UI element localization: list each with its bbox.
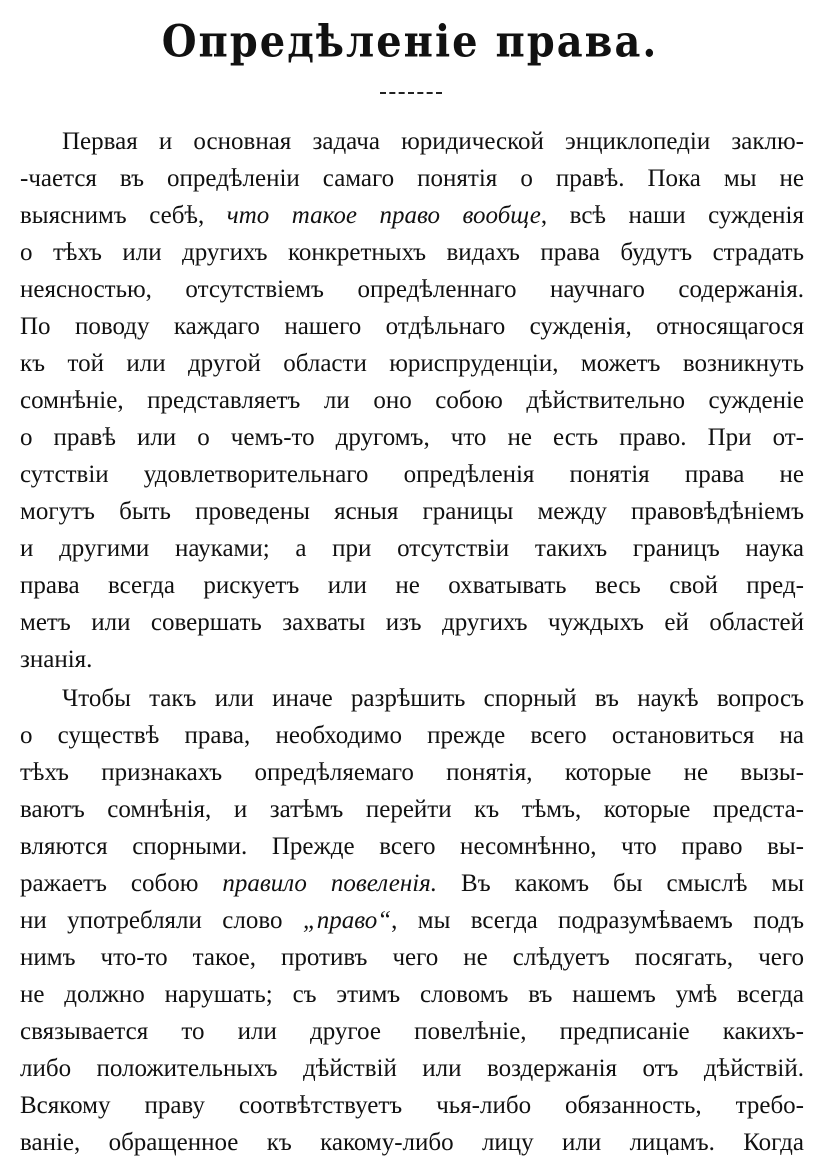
text-segment: выяснимъ себѣ, xyxy=(20,202,227,229)
text-segment: ваніе, обращенное къ какому-либо лицу или лицамъ. Когда xyxy=(20,1129,804,1156)
text-line xyxy=(20,123,804,160)
text-segment: Всякому праву соотвѣтствуетъ чья-либо обязанность, требо- xyxy=(20,1092,804,1119)
text-line xyxy=(20,604,804,641)
text-line xyxy=(20,234,804,271)
text-segment: Первая и основная задача юридической энциклопедіи заклю- xyxy=(62,128,804,155)
text-line xyxy=(20,197,804,234)
text-segment: знанія. xyxy=(20,646,93,673)
text-segment: сомнѣніе, представляетъ ли оно собою дѣйствительно сужденіе xyxy=(20,387,804,414)
text-line xyxy=(20,641,804,678)
text-segment: , мы всегда подразумѣваемъ подъ xyxy=(391,907,804,934)
emphasis-segment: что такое право вообще xyxy=(226,202,541,229)
text-segment: метъ или совершать захваты изъ другихъ чуждыхъ ей областей xyxy=(20,609,804,636)
text-segment: о правѣ или о чемъ-то другомъ, что не есть право. При от- xyxy=(20,424,804,451)
text-line xyxy=(20,754,804,791)
text-line xyxy=(20,1013,804,1050)
text-segment: права всегда рискуетъ или не охватывать весь свой пред- xyxy=(20,572,804,599)
text-segment: нимъ что-то такое, противъ чего не слѣдуетъ посягать, чего xyxy=(20,944,804,971)
text-line xyxy=(20,1124,804,1161)
text-segment: тѣхъ признакахъ опредѣляемаго понятія, которые не вызы- xyxy=(20,759,804,786)
text-segment: и другими науками; а при отсутствіи такихъ границъ наука xyxy=(20,535,804,562)
text-line xyxy=(20,902,804,939)
text-segment: Въ какомъ бы смыслѣ мы xyxy=(437,870,804,897)
text-line xyxy=(20,865,804,902)
text-line xyxy=(20,160,804,197)
text-line xyxy=(20,791,804,828)
text-line xyxy=(20,1087,804,1124)
text-segment: По поводу каждаго нашего отдѣльнаго сужденія, относящагося xyxy=(20,313,804,340)
text-line xyxy=(20,271,804,308)
text-segment: могутъ быть проведены ясныя границы между правовѣдѣніемъ xyxy=(20,498,804,525)
text-segment: либо положительныхъ дѣйствій или воздержанія отъ дѣйствій. xyxy=(20,1055,804,1082)
text-line xyxy=(20,567,804,604)
text-segment: Чтобы такъ или иначе разрѣшить спорный въ наукѣ вопросъ xyxy=(62,685,804,712)
text-line xyxy=(20,308,804,345)
text-line xyxy=(20,493,804,530)
text-line xyxy=(20,680,804,717)
text-line xyxy=(20,717,804,754)
text-line xyxy=(20,828,804,865)
text-segment: ражаетъ собою xyxy=(20,870,223,897)
text-line xyxy=(20,1050,804,1087)
page-title: Опредѣленіе права. xyxy=(161,15,659,68)
text-line xyxy=(20,382,804,419)
text-segment: , всѣ наши сужденія xyxy=(540,202,804,229)
emphasis-segment: „право“ xyxy=(302,907,392,934)
text-segment: къ той или другой области юриспруденціи, можетъ возникнуть xyxy=(20,350,804,377)
text-segment: ни употребляли слово xyxy=(20,907,303,934)
text-segment: сутствіи удовлетворительнаго опредѣленія понятія права не xyxy=(20,461,804,488)
text-segment: -чается въ опредѣленіи самаго понятія о правѣ. Пока мы не xyxy=(20,165,804,192)
text-segment: не должно нарушать; съ этимъ словомъ въ нашемъ умѣ всегда xyxy=(20,981,804,1008)
text-line xyxy=(20,976,804,1013)
emphasis-segment: правило повеленія. xyxy=(222,870,438,897)
text-segment: вляются спорными. Прежде всего несомнѣнно, что право вы- xyxy=(20,833,804,860)
text-segment: связывается то или другое повелѣніе, предписаніе какихъ- xyxy=(20,1018,804,1045)
text-line xyxy=(20,530,804,567)
text-line xyxy=(20,939,804,976)
text-segment: неясностью, отсутствіемъ опредѣленнаго научнаго содержанія. xyxy=(20,276,804,303)
text-line xyxy=(20,419,804,456)
text-segment: о существѣ права, необходимо прежде всего остановиться на xyxy=(20,722,804,749)
title-divider xyxy=(380,92,442,94)
text-segment: ваютъ сомнѣнія, и затѣмъ перейти къ тѣмъ, которые предста- xyxy=(20,796,804,823)
text-line xyxy=(20,345,804,382)
text-line xyxy=(20,456,804,493)
text-segment: о тѣхъ или другихъ конкретныхъ видахъ права будутъ страдать xyxy=(20,239,804,266)
